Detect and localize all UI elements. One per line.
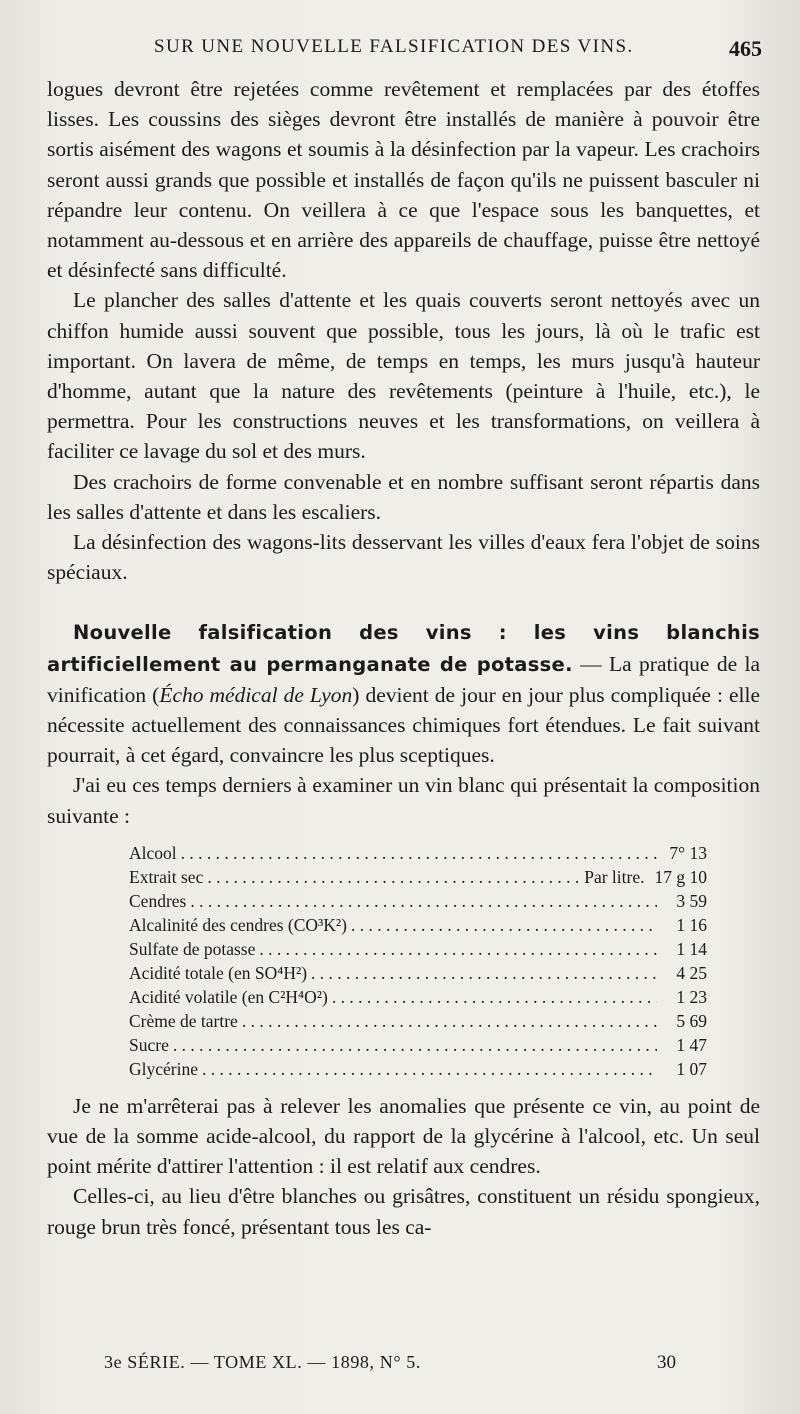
table-row [129, 937, 707, 961]
table-row [129, 1057, 707, 1081]
table-row [129, 865, 707, 889]
signature-mark: 30 [657, 1352, 676, 1373]
leader-dots [332, 985, 657, 1009]
row-label: Acidité totale (en SO⁴H²) [129, 962, 308, 983]
leader-dots [311, 961, 657, 985]
row-value: 17 g 10 [654, 866, 707, 887]
row-label: Crème de tartre [129, 1010, 238, 1031]
leader-dots [202, 1057, 657, 1081]
row-label: Sucre [129, 1034, 169, 1055]
row-value: 1 16 [676, 914, 707, 935]
leader-dots [173, 1033, 657, 1057]
leader-dots [259, 937, 657, 961]
table-row [129, 841, 707, 865]
running-head [48, 36, 762, 66]
row-label: Extrait sec [129, 866, 204, 887]
page-number: 465 [729, 36, 762, 61]
section-paragraph [47, 617, 760, 770]
row-value: 1 14 [676, 938, 707, 959]
row-value: 3 59 [676, 890, 707, 911]
section-text-after: ) devient de jour en jour plus compliquée : elle nécessite actuellement des connaissances chimiques fort étendues. Le fait suivant pourrait, à cet égard, convaincre les plus sceptiques. [47, 682, 760, 768]
leader-dots [181, 841, 657, 865]
leader-dots [207, 865, 580, 889]
section-text-before: — La pratique de la vinification ( [47, 651, 760, 707]
paragraph: Le plancher des salles d'attente et les quais couverts seront nettoyés avec un chiffon humide aussi souvent que possible, tous les jours, là où le trafic est important. On lavera de même, de temps en temps, les murs jusqu'à hauteur d'homme, autant que la nature des revêtements (peinture à l'huile, etc.), le permettra. Pour les constructions neuves et les transformations, on veillera à faciliter ce lavage du sol et des murs. [47, 288, 760, 464]
leader-dots [351, 913, 657, 937]
row-label: Acidité volatile (en C²H⁴O²) [129, 986, 328, 1007]
paragraph: J'ai eu ces temps derniers à examiner un vin blanc qui présentait la composition suivante : [47, 773, 760, 828]
paragraph: logues devront être rejetées comme revêtement et remplacées par des étoffes lisses. Les coussins des sièges devront être installés de manière à pouvoir être sortis aisément des wagons et soumis à la désinfection par la vapeur. Les crachoirs seront aussi grands que possible et installés de façon qu'ils ne puissent basculer ni répandre leur contenu. On veillera à ce que l'espace sous les banquettes, et notamment au-dessous et en arrière des appareils de chauffage, puisse être nettoyé et désinfecté sans difficulté. [47, 77, 760, 283]
table-row [129, 985, 707, 1009]
row-value: 4 25 [676, 962, 707, 983]
running-title: SUR UNE NOUVELLE FALSIFICATION DES VINS. [154, 36, 634, 57]
row-value: 1 07 [676, 1058, 707, 1079]
row-label: Glycérine [129, 1058, 198, 1079]
section-title: Nouvelle falsification des vins : les vins blanchis artificiellement au permanganate de potasse. [47, 621, 760, 676]
table-row [129, 913, 707, 937]
paragraph: Celles-ci, au lieu d'être blanches ou grisâtres, constituent un résidu spongieux, rouge brun très foncé, présentant tous les ca- [47, 1184, 760, 1239]
row-label: Cendres [129, 890, 187, 911]
paragraph: Des crachoirs de forme convenable et en nombre suffisant seront répartis dans les salles d'attente et dans les escaliers. [47, 469, 760, 524]
table-row [129, 1033, 707, 1057]
leader-dots [190, 889, 657, 913]
row-label: Alcool [129, 842, 177, 863]
leader-dots [242, 1009, 657, 1033]
table-row [129, 1009, 707, 1033]
composition-table [129, 841, 707, 1081]
row-label: Alcalinité des cendres (CO³K²) [129, 914, 347, 935]
table-row [129, 961, 707, 985]
paragraph: La désinfection des wagons-lits desservant les villes d'eaux fera l'objet de soins spéciaux. [47, 530, 760, 585]
row-value: 1 47 [676, 1034, 707, 1055]
row-value: 1 23 [676, 986, 707, 1007]
journal-name: Écho médical de Lyon [159, 682, 353, 707]
table-row [129, 889, 707, 913]
row-value: 7° 13 [669, 842, 707, 863]
paragraph: Je ne m'arrêterai pas à relever les anomalies que présente ce vin, au point de vue de la somme acide-alcool, du rapport de la glycérine à l'alcool, etc. Un seul point mérite d'attirer l'attention : il est relatif aux cendres. [47, 1093, 760, 1179]
row-value: 5 69 [676, 1010, 707, 1031]
body-text [47, 74, 760, 1242]
row-unit: Par litre. [584, 866, 645, 887]
row-label: Sulfate de potasse [129, 938, 256, 959]
footer-series: 3e SÉRIE. — TOME XL. — 1898, N° 5. [104, 1352, 421, 1372]
